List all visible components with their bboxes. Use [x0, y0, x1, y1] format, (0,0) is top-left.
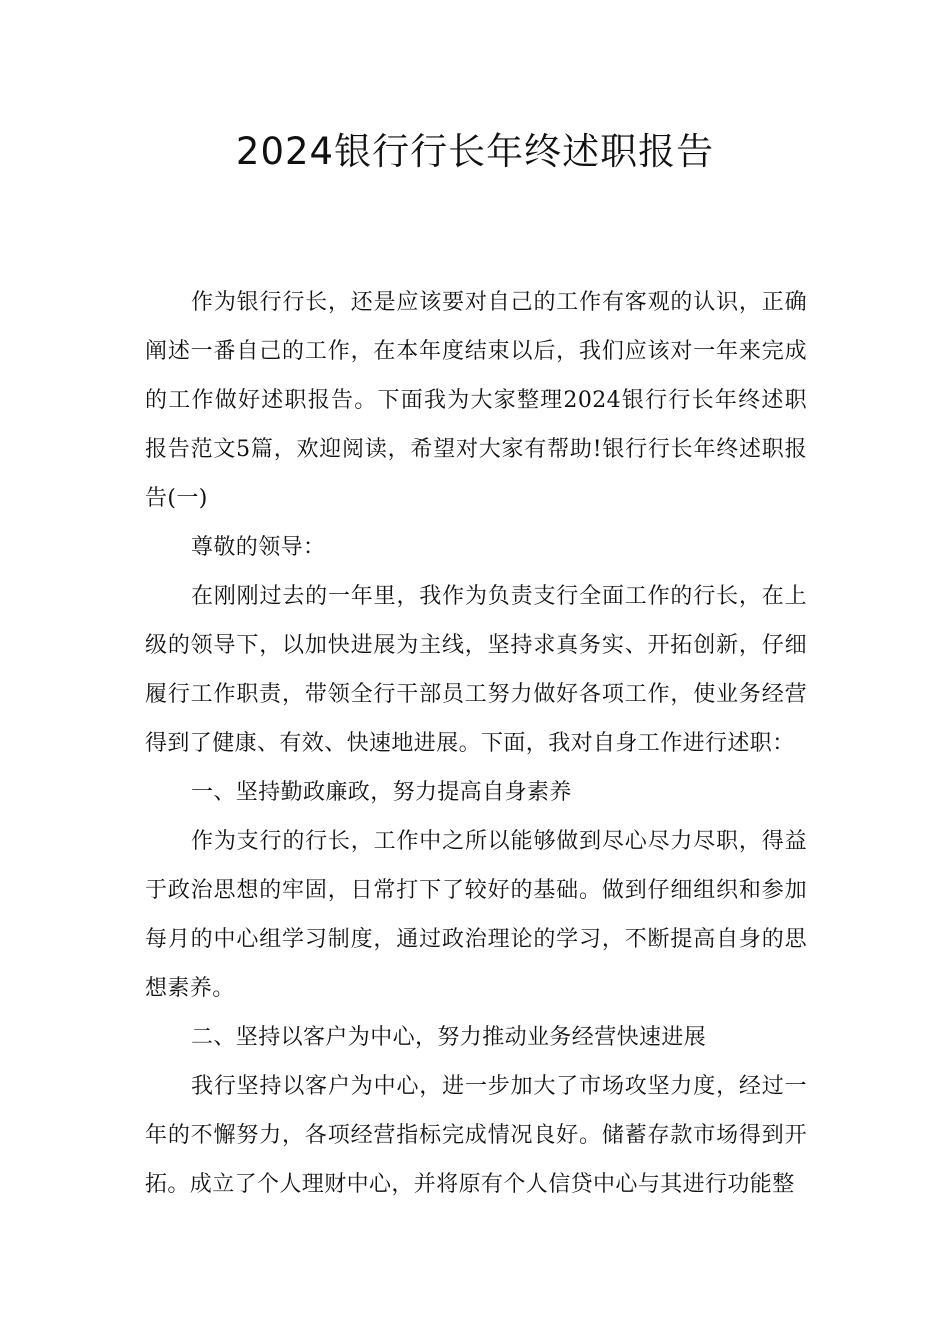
paragraph-overview: 在刚刚过去的一年里，我作为负责支行全面工作的行长，在上级的领导下，以加快进展为主线，坚持求真务实、开拓创新，仔细履行工作职责，带领全行干部员工努力做好各项工作，使业务经营得到了健康、有效、快速地进展。下面，我对自身工作进行述职：	[145, 584, 807, 756]
section-heading-1: 一、坚持勤政廉政，努力提高自身素养	[191, 780, 572, 805]
paragraph-section-2: 我行坚持以客户为中心，进一步加大了市场攻坚力度，经过一年的不懈努力，各项经营指标完成情况良好。储蓄存款市场得到开拓。成立了个人理财中心，并将原有个人信贷中心与其进行功能整	[145, 1074, 807, 1197]
paragraph-section-1: 作为支行的行长，工作中之所以能够做到尽心尽力尽职，得益于政治思想的牢固，日常打下了较好的基础。做到仔细组织和参加每月的中心组学习制度，通过政治理论的学习，不断提高自身的思想素养。	[145, 829, 807, 1001]
document-body	[145, 278, 807, 1209]
document-title: 2024银行行长年终述职报告	[235, 130, 715, 173]
paragraph-salutation: 尊敬的领导：	[191, 535, 326, 560]
paragraph-intro: 作为银行行长，还是应该要对自己的工作有客观的认识，正确阐述一番自己的工作，在本年度结束以后，我们应该对一年来完成的工作做好述职报告。下面我为大家整理2024银行行长年终述职报告范文5篇，欢迎阅读，希望对大家有帮助!银行行长年终述职报告(一)	[145, 290, 807, 511]
section-heading-2: 二、坚持以客户为中心，努力推动业务经营快速进展	[191, 1025, 707, 1050]
